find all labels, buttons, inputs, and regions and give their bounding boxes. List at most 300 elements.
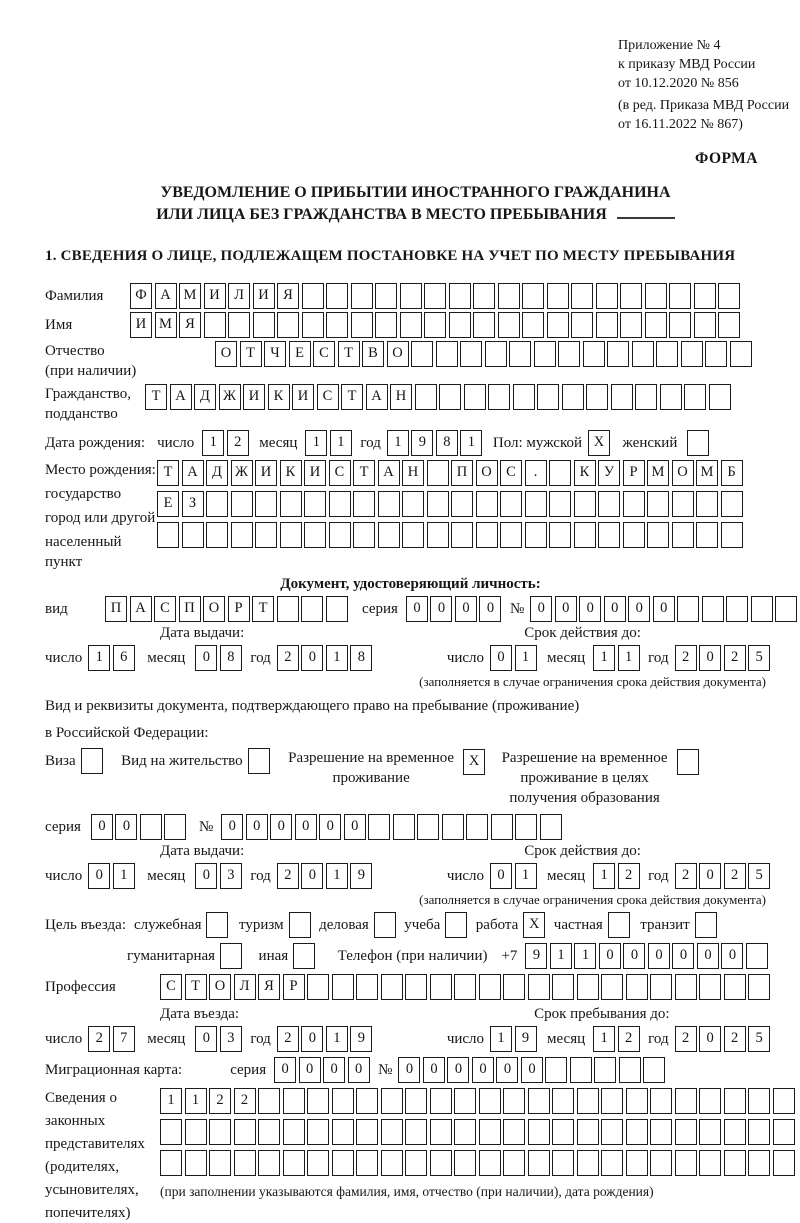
char-cell[interactable]: 1	[574, 943, 596, 969]
char-cell[interactable]	[424, 283, 446, 309]
char-cell[interactable]: 0	[697, 943, 719, 969]
char-cell[interactable]	[301, 596, 323, 622]
char-cell[interactable]: 0	[299, 1057, 321, 1083]
char-cell[interactable]	[528, 1119, 550, 1145]
char-cell[interactable]	[503, 1150, 525, 1176]
char-cell[interactable]: П	[105, 596, 127, 622]
char-cell[interactable]: Ч	[264, 341, 286, 367]
char-cell[interactable]	[378, 522, 400, 548]
char-cell[interactable]: 2	[227, 430, 249, 456]
char-cell[interactable]: С	[154, 596, 176, 622]
char-cell[interactable]	[675, 1150, 697, 1176]
char-cell[interactable]	[586, 384, 608, 410]
char-cell[interactable]: 0	[115, 814, 137, 840]
char-cell[interactable]: 1	[515, 863, 537, 889]
char-cell[interactable]	[81, 748, 103, 774]
char-cell[interactable]: 1	[593, 645, 615, 671]
char-cell[interactable]: 0	[274, 1057, 296, 1083]
char-cell[interactable]	[473, 283, 495, 309]
char-cell[interactable]: К	[268, 384, 290, 410]
char-cell[interactable]: З	[182, 491, 204, 517]
char-cell[interactable]	[695, 912, 717, 938]
char-cell[interactable]: Я	[277, 283, 299, 309]
char-cell[interactable]	[677, 596, 699, 622]
char-cell[interactable]	[503, 974, 525, 1000]
char-cell[interactable]	[400, 283, 422, 309]
char-cell[interactable]: 3	[220, 1026, 242, 1052]
char-cell[interactable]: Е	[157, 491, 179, 517]
char-cell[interactable]	[283, 1119, 305, 1145]
char-cell[interactable]	[699, 974, 721, 1000]
char-cell[interactable]: С	[160, 974, 182, 1000]
char-cell[interactable]: Л	[234, 974, 256, 1000]
char-cell[interactable]: 0	[479, 596, 501, 622]
char-cell[interactable]	[726, 596, 748, 622]
char-cell[interactable]: 0	[599, 943, 621, 969]
char-cell[interactable]	[356, 974, 378, 1000]
char-cell[interactable]: Н	[402, 460, 424, 486]
char-cell[interactable]: С	[500, 460, 522, 486]
char-cell[interactable]	[411, 341, 433, 367]
char-cell[interactable]	[427, 522, 449, 548]
char-cell[interactable]	[326, 283, 348, 309]
char-cell[interactable]: 0	[628, 596, 650, 622]
char-cell[interactable]: П	[451, 460, 473, 486]
char-cell[interactable]	[537, 384, 559, 410]
char-cell[interactable]: 1	[515, 645, 537, 671]
char-cell[interactable]: Ф	[130, 283, 152, 309]
char-cell[interactable]	[718, 283, 740, 309]
char-cell[interactable]	[476, 491, 498, 517]
char-cell[interactable]: 2	[675, 863, 697, 889]
char-cell[interactable]	[400, 312, 422, 338]
char-cell[interactable]	[307, 974, 329, 1000]
char-cell[interactable]	[402, 522, 424, 548]
char-cell[interactable]: Р	[283, 974, 305, 1000]
char-cell[interactable]: 0	[521, 1057, 543, 1083]
char-cell[interactable]: 1	[305, 430, 327, 456]
char-cell[interactable]	[503, 1088, 525, 1114]
char-cell[interactable]	[681, 341, 703, 367]
char-cell[interactable]: О	[215, 341, 237, 367]
char-cell[interactable]	[643, 1057, 665, 1083]
char-cell[interactable]	[307, 1150, 329, 1176]
char-cell[interactable]: 0	[344, 814, 366, 840]
char-cell[interactable]: О	[672, 460, 694, 486]
char-cell[interactable]: М	[696, 460, 718, 486]
char-cell[interactable]: 0	[88, 863, 110, 889]
char-cell[interactable]: 0	[672, 943, 694, 969]
char-cell[interactable]	[451, 522, 473, 548]
char-cell[interactable]	[596, 283, 618, 309]
char-cell[interactable]	[721, 491, 743, 517]
char-cell[interactable]	[773, 1088, 795, 1114]
char-cell[interactable]	[540, 814, 562, 840]
char-cell[interactable]	[601, 974, 623, 1000]
char-cell[interactable]: 1	[330, 430, 352, 456]
char-cell[interactable]: И	[130, 312, 152, 338]
char-cell[interactable]: С	[317, 384, 339, 410]
char-cell[interactable]	[574, 491, 596, 517]
char-cell[interactable]	[302, 283, 324, 309]
char-cell[interactable]	[513, 384, 535, 410]
char-cell[interactable]	[466, 814, 488, 840]
char-cell[interactable]	[280, 491, 302, 517]
char-cell[interactable]	[356, 1088, 378, 1114]
char-cell[interactable]	[231, 522, 253, 548]
char-cell[interactable]: А	[378, 460, 400, 486]
char-cell[interactable]: 8	[220, 645, 242, 671]
char-cell[interactable]	[571, 283, 593, 309]
char-cell[interactable]	[601, 1119, 623, 1145]
char-cell[interactable]: 9	[350, 1026, 372, 1052]
char-cell[interactable]	[620, 283, 642, 309]
char-cell[interactable]	[326, 596, 348, 622]
char-cell[interactable]	[522, 283, 544, 309]
char-cell[interactable]: 7	[113, 1026, 135, 1052]
char-cell[interactable]: Я	[258, 974, 280, 1000]
char-cell[interactable]	[381, 974, 403, 1000]
char-cell[interactable]	[748, 1119, 770, 1145]
char-cell[interactable]: .	[525, 460, 547, 486]
char-cell[interactable]: 0	[246, 814, 268, 840]
char-cell[interactable]	[677, 749, 699, 775]
char-cell[interactable]	[479, 1119, 501, 1145]
char-cell[interactable]: 0	[648, 943, 670, 969]
char-cell[interactable]	[601, 1088, 623, 1114]
char-cell[interactable]: А	[155, 283, 177, 309]
char-cell[interactable]: И	[204, 283, 226, 309]
char-cell[interactable]	[525, 522, 547, 548]
char-cell[interactable]: 0	[319, 814, 341, 840]
char-cell[interactable]: У	[598, 460, 620, 486]
char-cell[interactable]	[528, 974, 550, 1000]
char-cell[interactable]: 0	[699, 1026, 721, 1052]
char-cell[interactable]	[430, 1088, 452, 1114]
char-cell[interactable]: 1	[550, 943, 572, 969]
char-cell[interactable]: 0	[455, 596, 477, 622]
char-cell[interactable]	[699, 1088, 721, 1114]
char-cell[interactable]: 2	[277, 863, 299, 889]
char-cell[interactable]: П	[179, 596, 201, 622]
char-cell[interactable]	[626, 974, 648, 1000]
char-cell[interactable]	[598, 522, 620, 548]
char-cell[interactable]: 1	[326, 863, 348, 889]
char-cell[interactable]	[454, 974, 476, 1000]
char-cell[interactable]: И	[253, 283, 275, 309]
char-cell[interactable]: X	[523, 912, 545, 938]
char-cell[interactable]	[332, 974, 354, 1000]
char-cell[interactable]: 2	[675, 645, 697, 671]
char-cell[interactable]: 0	[301, 1026, 323, 1052]
char-cell[interactable]: 0	[195, 863, 217, 889]
char-cell[interactable]	[503, 1119, 525, 1145]
char-cell[interactable]	[248, 748, 270, 774]
char-cell[interactable]	[721, 522, 743, 548]
char-cell[interactable]: О	[476, 460, 498, 486]
char-cell[interactable]: 1	[618, 645, 640, 671]
char-cell[interactable]	[696, 522, 718, 548]
char-cell[interactable]: О	[203, 596, 225, 622]
char-cell[interactable]	[442, 814, 464, 840]
char-cell[interactable]	[552, 1088, 574, 1114]
char-cell[interactable]	[694, 283, 716, 309]
char-cell[interactable]: Д	[206, 460, 228, 486]
char-cell[interactable]	[672, 491, 694, 517]
char-cell[interactable]	[650, 974, 672, 1000]
char-cell[interactable]: Т	[353, 460, 375, 486]
char-cell[interactable]	[724, 1150, 746, 1176]
char-cell[interactable]: С	[313, 341, 335, 367]
char-cell[interactable]: 9	[411, 430, 433, 456]
char-cell[interactable]	[577, 1119, 599, 1145]
char-cell[interactable]	[460, 341, 482, 367]
char-cell[interactable]	[635, 384, 657, 410]
char-cell[interactable]: О	[209, 974, 231, 1000]
char-cell[interactable]: 2	[618, 863, 640, 889]
char-cell[interactable]	[549, 460, 571, 486]
char-cell[interactable]	[381, 1088, 403, 1114]
char-cell[interactable]	[476, 522, 498, 548]
char-cell[interactable]: Р	[623, 460, 645, 486]
char-cell[interactable]: Т	[338, 341, 360, 367]
char-cell[interactable]	[283, 1150, 305, 1176]
char-cell[interactable]: 1	[490, 1026, 512, 1052]
char-cell[interactable]	[577, 1150, 599, 1176]
char-cell[interactable]	[430, 1119, 452, 1145]
char-cell[interactable]	[353, 491, 375, 517]
char-cell[interactable]	[231, 491, 253, 517]
char-cell[interactable]: 9	[515, 1026, 537, 1052]
char-cell[interactable]: 2	[277, 645, 299, 671]
char-cell[interactable]	[724, 1088, 746, 1114]
char-cell[interactable]: 2	[209, 1088, 231, 1114]
char-cell[interactable]: 0	[472, 1057, 494, 1083]
char-cell[interactable]	[351, 283, 373, 309]
char-cell[interactable]	[427, 491, 449, 517]
char-cell[interactable]	[709, 384, 731, 410]
char-cell[interactable]	[545, 1057, 567, 1083]
char-cell[interactable]	[304, 491, 326, 517]
char-cell[interactable]	[449, 283, 471, 309]
char-cell[interactable]: 1	[88, 645, 110, 671]
char-cell[interactable]	[280, 522, 302, 548]
char-cell[interactable]	[332, 1088, 354, 1114]
char-cell[interactable]	[332, 1119, 354, 1145]
char-cell[interactable]	[696, 491, 718, 517]
char-cell[interactable]	[424, 312, 446, 338]
char-cell[interactable]	[209, 1150, 231, 1176]
char-cell[interactable]	[773, 1119, 795, 1145]
char-cell[interactable]	[620, 312, 642, 338]
char-cell[interactable]: 1	[593, 863, 615, 889]
char-cell[interactable]	[228, 312, 250, 338]
char-cell[interactable]	[454, 1119, 476, 1145]
char-cell[interactable]	[454, 1088, 476, 1114]
char-cell[interactable]	[436, 341, 458, 367]
char-cell[interactable]	[356, 1119, 378, 1145]
char-cell[interactable]	[645, 283, 667, 309]
char-cell[interactable]	[623, 522, 645, 548]
char-cell[interactable]	[570, 1057, 592, 1083]
char-cell[interactable]	[356, 1150, 378, 1176]
char-cell[interactable]: 1	[326, 1026, 348, 1052]
char-cell[interactable]	[293, 943, 315, 969]
char-cell[interactable]	[748, 974, 770, 1000]
char-cell[interactable]	[449, 312, 471, 338]
char-cell[interactable]: 0	[579, 596, 601, 622]
char-cell[interactable]: 2	[724, 1026, 746, 1052]
char-cell[interactable]: 2	[88, 1026, 110, 1052]
char-cell[interactable]	[528, 1088, 550, 1114]
char-cell[interactable]	[289, 912, 311, 938]
char-cell[interactable]	[258, 1119, 280, 1145]
char-cell[interactable]	[773, 1150, 795, 1176]
char-cell[interactable]: Л	[228, 283, 250, 309]
char-cell[interactable]	[307, 1119, 329, 1145]
char-cell[interactable]: 0	[490, 863, 512, 889]
char-cell[interactable]: X	[588, 430, 610, 456]
char-cell[interactable]	[705, 341, 727, 367]
char-cell[interactable]: 0	[555, 596, 577, 622]
char-cell[interactable]	[547, 283, 569, 309]
char-cell[interactable]	[479, 1150, 501, 1176]
char-cell[interactable]: Ж	[231, 460, 253, 486]
char-cell[interactable]	[623, 491, 645, 517]
char-cell[interactable]	[491, 814, 513, 840]
char-cell[interactable]: А	[366, 384, 388, 410]
char-cell[interactable]: 2	[618, 1026, 640, 1052]
char-cell[interactable]: 0	[398, 1057, 420, 1083]
char-cell[interactable]: И	[255, 460, 277, 486]
char-cell[interactable]	[255, 491, 277, 517]
char-cell[interactable]	[500, 522, 522, 548]
char-cell[interactable]	[607, 341, 629, 367]
char-cell[interactable]: 0	[699, 863, 721, 889]
char-cell[interactable]	[381, 1119, 403, 1145]
char-cell[interactable]	[748, 1150, 770, 1176]
char-cell[interactable]	[549, 491, 571, 517]
char-cell[interactable]	[353, 522, 375, 548]
char-cell[interactable]	[498, 283, 520, 309]
char-cell[interactable]	[669, 283, 691, 309]
char-cell[interactable]: 0	[423, 1057, 445, 1083]
char-cell[interactable]	[656, 341, 678, 367]
char-cell[interactable]: 1	[460, 430, 482, 456]
char-cell[interactable]	[552, 974, 574, 1000]
char-cell[interactable]	[669, 312, 691, 338]
char-cell[interactable]	[326, 312, 348, 338]
char-cell[interactable]: 0	[623, 943, 645, 969]
char-cell[interactable]: Т	[145, 384, 167, 410]
char-cell[interactable]	[552, 1119, 574, 1145]
char-cell[interactable]: А	[130, 596, 152, 622]
char-cell[interactable]	[160, 1119, 182, 1145]
char-cell[interactable]	[601, 1150, 623, 1176]
char-cell[interactable]: М	[155, 312, 177, 338]
char-cell[interactable]: 0	[530, 596, 552, 622]
char-cell[interactable]	[699, 1119, 721, 1145]
char-cell[interactable]: И	[243, 384, 265, 410]
char-cell[interactable]: 1	[326, 645, 348, 671]
char-cell[interactable]: 6	[113, 645, 135, 671]
char-cell[interactable]	[746, 943, 768, 969]
char-cell[interactable]	[206, 912, 228, 938]
char-cell[interactable]	[209, 1119, 231, 1145]
char-cell[interactable]	[304, 522, 326, 548]
char-cell[interactable]	[509, 341, 531, 367]
char-cell[interactable]	[751, 596, 773, 622]
char-cell[interactable]	[500, 491, 522, 517]
char-cell[interactable]	[430, 1150, 452, 1176]
char-cell[interactable]: С	[329, 460, 351, 486]
char-cell[interactable]: 1	[185, 1088, 207, 1114]
char-cell[interactable]: 5	[748, 1026, 770, 1052]
char-cell[interactable]	[140, 814, 162, 840]
char-cell[interactable]	[430, 974, 452, 1000]
char-cell[interactable]	[351, 312, 373, 338]
char-cell[interactable]	[182, 522, 204, 548]
char-cell[interactable]	[283, 1088, 305, 1114]
char-cell[interactable]	[439, 384, 461, 410]
char-cell[interactable]	[415, 384, 437, 410]
char-cell[interactable]	[454, 1150, 476, 1176]
char-cell[interactable]	[488, 384, 510, 410]
char-cell[interactable]	[650, 1088, 672, 1114]
char-cell[interactable]	[479, 1088, 501, 1114]
char-cell[interactable]	[393, 814, 415, 840]
char-cell[interactable]: 0	[406, 596, 428, 622]
char-cell[interactable]	[596, 312, 618, 338]
char-cell[interactable]	[549, 522, 571, 548]
char-cell[interactable]	[302, 312, 324, 338]
char-cell[interactable]	[730, 341, 752, 367]
char-cell[interactable]	[329, 522, 351, 548]
char-cell[interactable]	[684, 384, 706, 410]
char-cell[interactable]: Н	[390, 384, 412, 410]
char-cell[interactable]	[204, 312, 226, 338]
char-cell[interactable]	[332, 1150, 354, 1176]
char-cell[interactable]	[277, 596, 299, 622]
char-cell[interactable]	[206, 491, 228, 517]
char-cell[interactable]	[650, 1150, 672, 1176]
char-cell[interactable]	[479, 974, 501, 1000]
char-cell[interactable]: 8	[350, 645, 372, 671]
char-cell[interactable]	[402, 491, 424, 517]
char-cell[interactable]	[724, 1119, 746, 1145]
char-cell[interactable]: Т	[341, 384, 363, 410]
char-cell[interactable]: 0	[653, 596, 675, 622]
char-cell[interactable]: 0	[721, 943, 743, 969]
char-cell[interactable]	[528, 1150, 550, 1176]
char-cell[interactable]	[473, 312, 495, 338]
char-cell[interactable]	[234, 1119, 256, 1145]
char-cell[interactable]: Т	[240, 341, 262, 367]
char-cell[interactable]: И	[292, 384, 314, 410]
char-cell[interactable]	[485, 341, 507, 367]
char-cell[interactable]: 0	[195, 1026, 217, 1052]
char-cell[interactable]	[255, 522, 277, 548]
char-cell[interactable]	[632, 341, 654, 367]
char-cell[interactable]: 5	[748, 645, 770, 671]
char-cell[interactable]	[427, 460, 449, 486]
char-cell[interactable]: 1	[202, 430, 224, 456]
char-cell[interactable]	[675, 1088, 697, 1114]
char-cell[interactable]	[594, 1057, 616, 1083]
char-cell[interactable]	[626, 1150, 648, 1176]
char-cell[interactable]	[515, 814, 537, 840]
char-cell[interactable]	[206, 522, 228, 548]
